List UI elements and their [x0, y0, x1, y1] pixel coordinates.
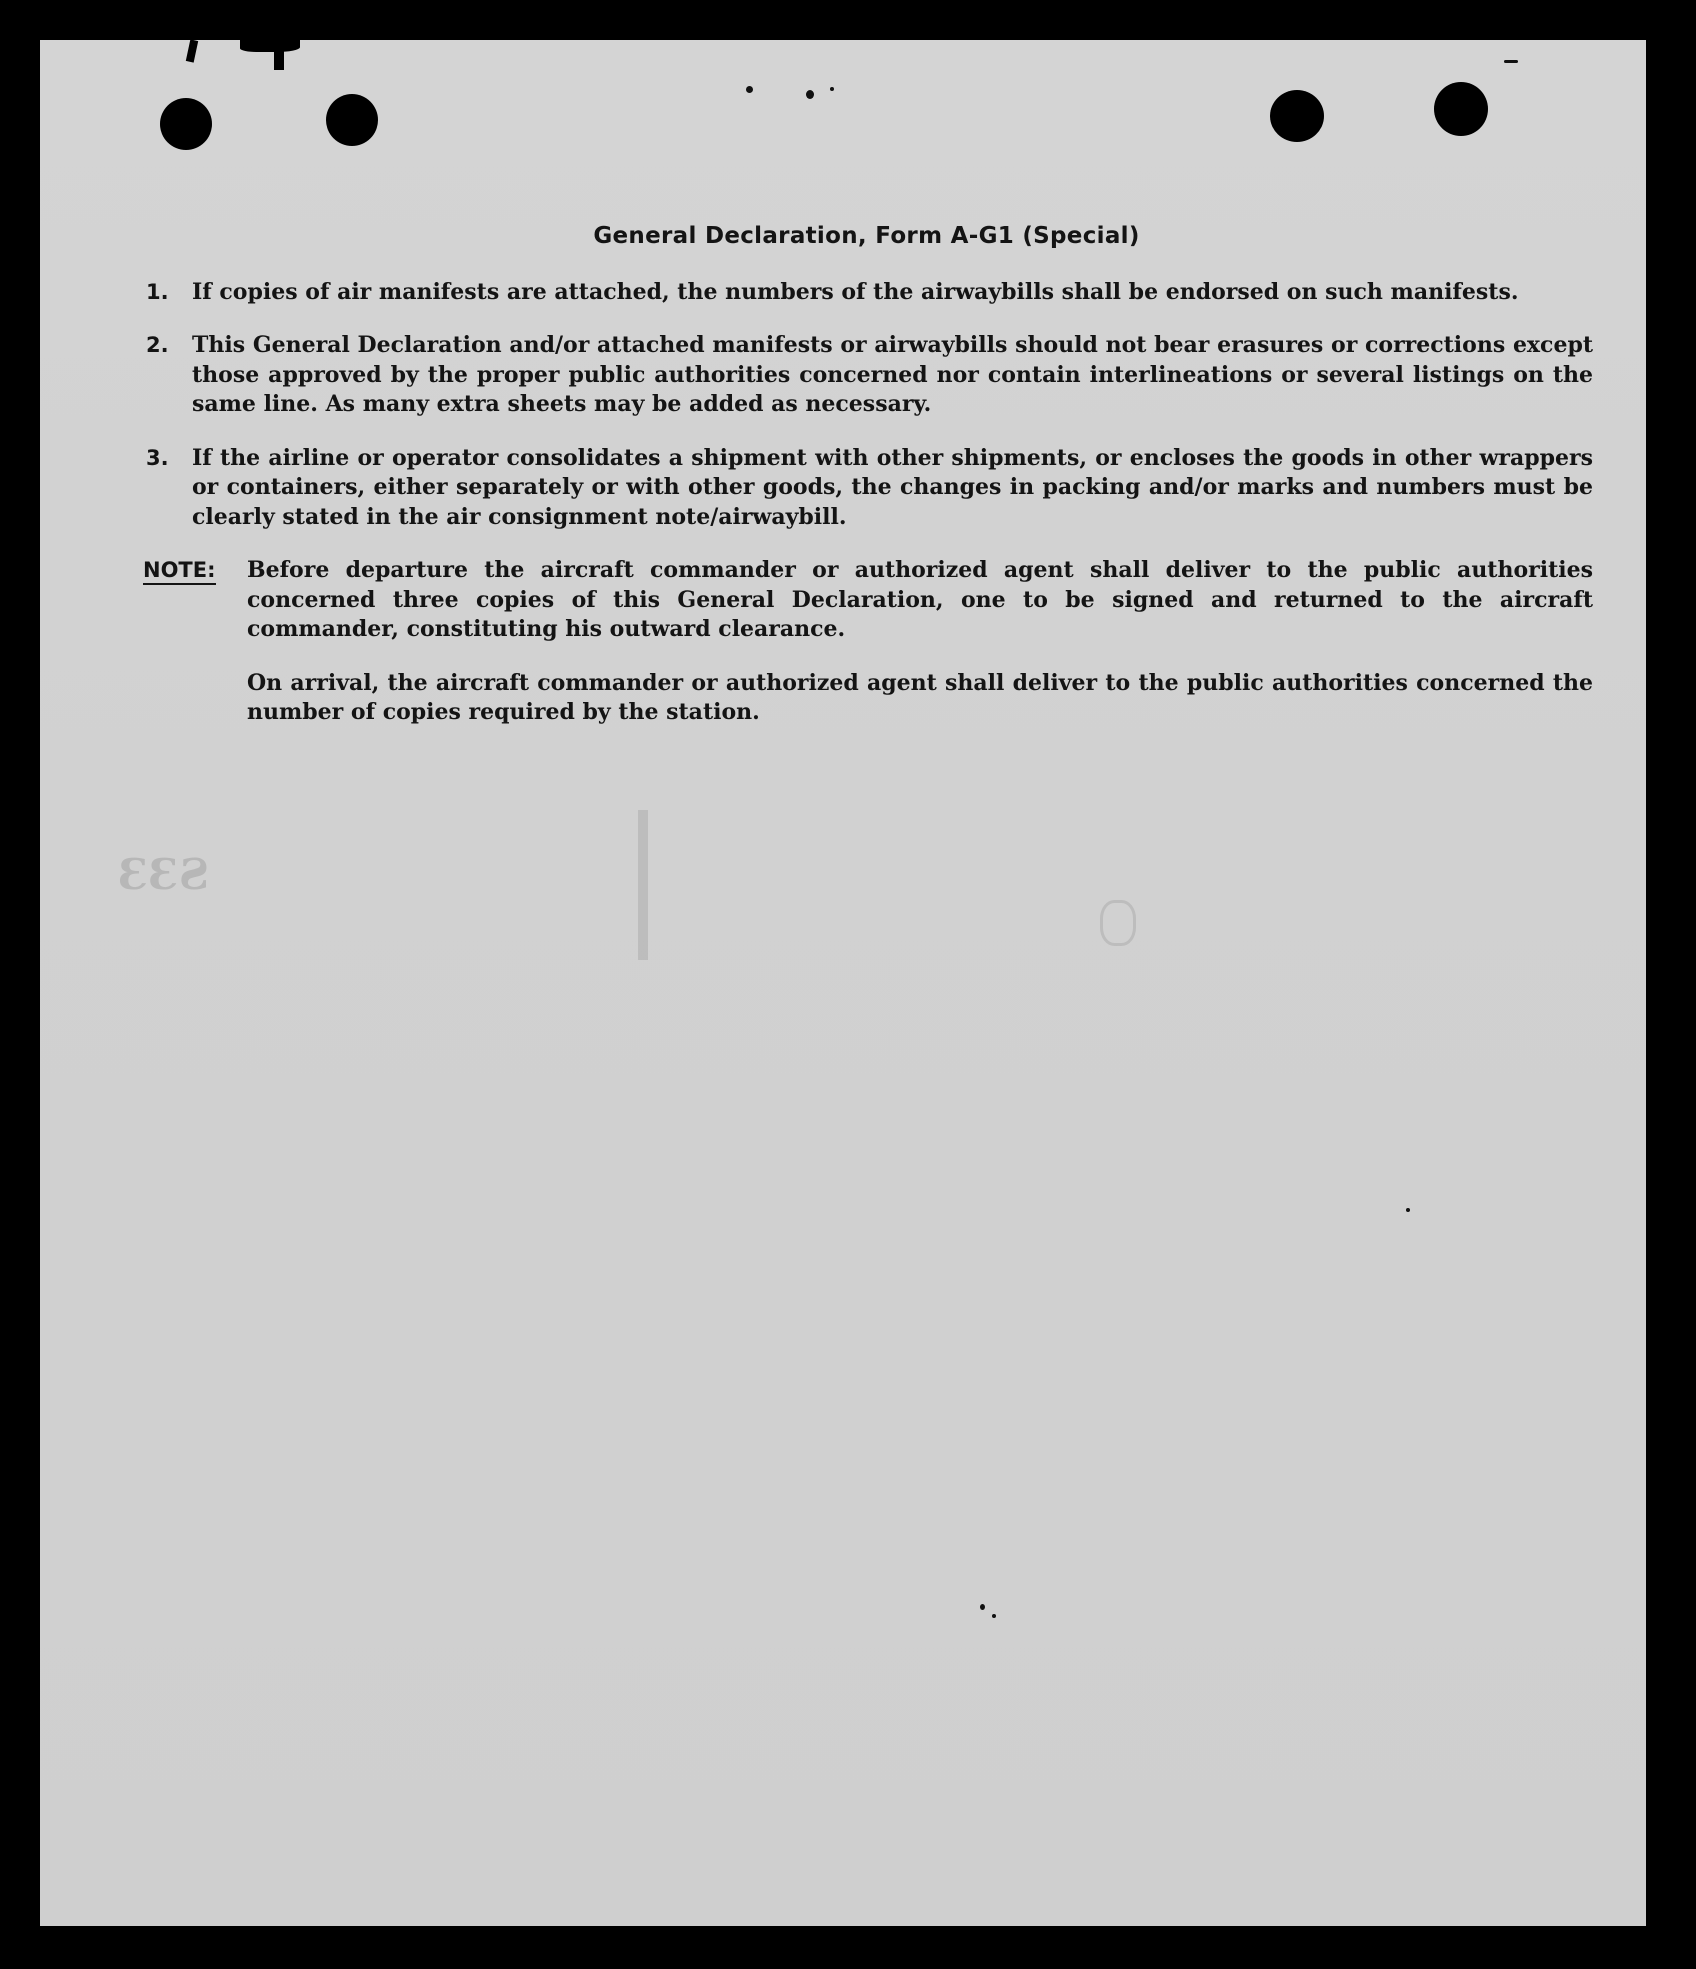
list-item-number: 2.	[146, 333, 169, 357]
punch-hole-1	[160, 98, 212, 150]
document-title: General Declaration, Form A-G1 (Special)	[593, 223, 1140, 249]
speck	[1406, 1208, 1410, 1212]
torn-edge-mark	[274, 40, 284, 70]
speck	[1504, 60, 1518, 63]
note-label	[140, 556, 247, 586]
list-item-text: If the airline or operator consolidates a shipment with other shipments, or encloses the goods in other wrappers or containers, either separately or with other goods, the changes in packing and/or marks and numbers must be clearly stated in the air consignment note/airwaybill.	[192, 444, 1593, 530]
bleed-through-mark: ƐƐƧ	[118, 850, 209, 899]
torn-edge-mark	[240, 40, 300, 52]
list-item-number: 1.	[146, 279, 169, 304]
bleed-through-mark	[1100, 900, 1136, 946]
punch-hole-4	[1434, 82, 1488, 136]
note-section	[140, 556, 1593, 752]
list-item-1	[140, 278, 1593, 308]
note-paragraph-1: Before departure the aircraft commander or authorized agent shall deliver to the public authorities concerned three copies of this General Declaration, one to be signed and returned to the aircraft commander, constituting his outward clearance.	[247, 557, 1593, 642]
list-item-2	[140, 331, 1593, 420]
punch-hole-3	[1270, 90, 1324, 142]
note-paragraph-2: On arrival, the aircraft commander or authorized agent shall deliver to the public authorities concerned the number of copies required by the station.	[247, 669, 1593, 725]
speck	[992, 1614, 996, 1618]
speck	[806, 90, 814, 99]
list-item-number: 3.	[146, 445, 169, 470]
list-item-3	[140, 444, 1593, 533]
list-item-text: This General Declaration and/or attached manifests or airwaybills should not bear erasures or corrections except those approved by the proper public authorities concerned nor contain interlineations or several listings on the same line. As many extra sheets may be added as necessary.	[192, 332, 1593, 417]
document-content	[140, 222, 1593, 752]
speck	[830, 87, 834, 91]
list-item-text: If copies of air manifests are attached, the numbers of the airwaybills shall be endorsed on such manifests.	[192, 278, 1519, 305]
note-body	[247, 556, 1593, 752]
note-label-text: NOTE:	[143, 558, 216, 585]
punch-hole-2	[326, 94, 378, 146]
speck	[746, 86, 753, 93]
torn-edge-mark	[186, 40, 198, 63]
speck	[980, 1604, 985, 1610]
bleed-through-mark	[638, 810, 648, 960]
document-page	[40, 40, 1646, 1926]
